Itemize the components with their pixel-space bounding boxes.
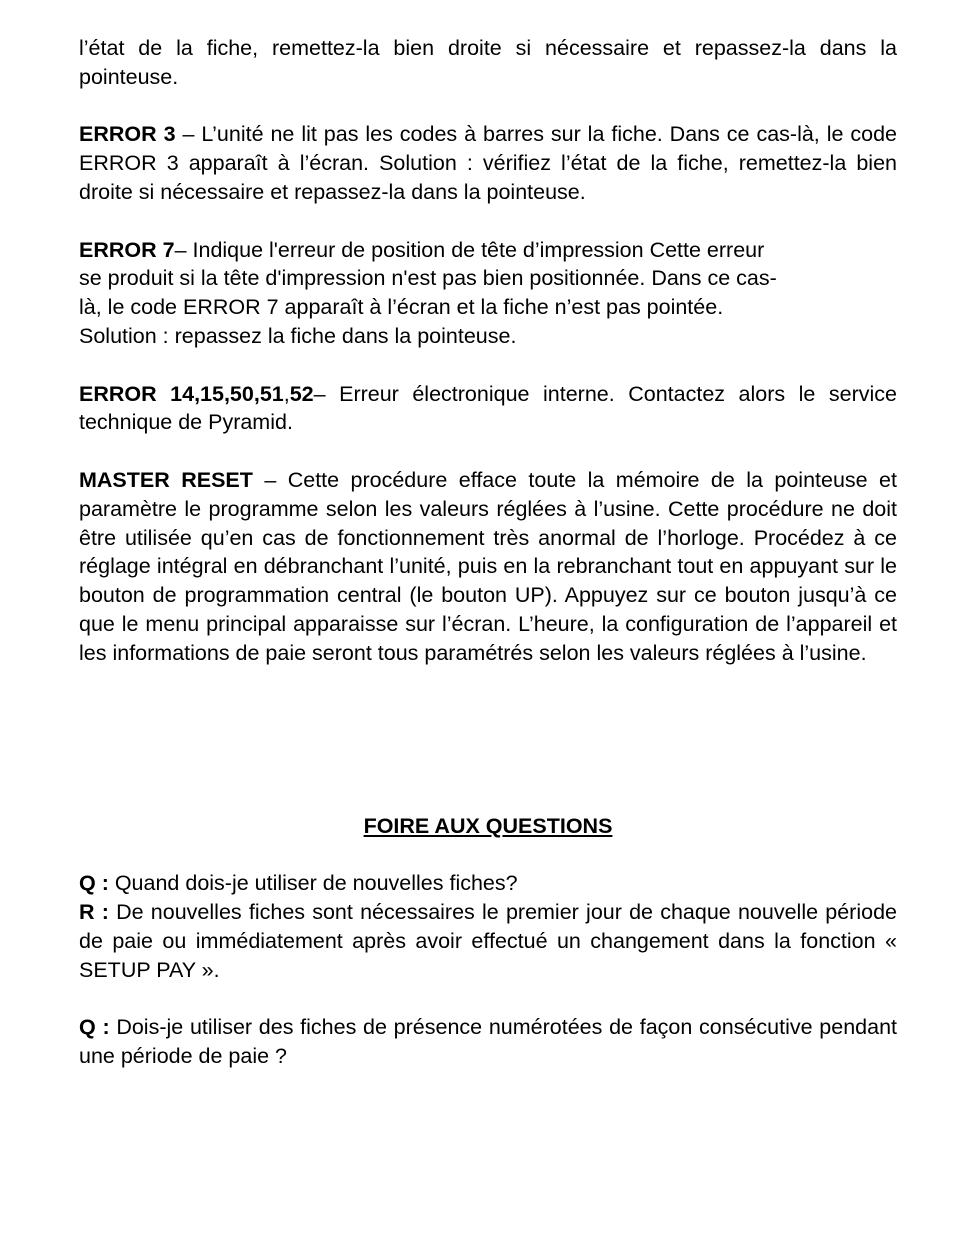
error-14-label-a: ERROR 14,15,50,51	[79, 381, 284, 406]
question-label: Q :	[79, 871, 109, 896]
spacer	[79, 984, 897, 1013]
spacer	[79, 840, 897, 869]
error-3-label: ERROR 3	[79, 122, 176, 147]
error-14-comma: ,	[283, 381, 290, 406]
spacer	[79, 437, 897, 466]
paragraph-text: l’état de la fiche, remettez-la bien droite si nécessaire et repassez-la dans la pointeuse.	[79, 36, 897, 89]
spacer	[79, 207, 897, 236]
faq-heading: FOIRE AUX QUESTIONS	[363, 813, 613, 838]
error-7-line-2: se produit si la tête d'impression n'est pas bien positionnée. Dans ce cas-	[79, 266, 777, 291]
answer-label: R :	[79, 899, 109, 924]
question-text: Quand dois-je utiliser de nouvelles fiches?	[108, 871, 518, 896]
error-7-line-1: – Indique l'erreur de position de tête d’impression Cette erreur	[174, 237, 765, 262]
paragraph-error-3	[79, 120, 897, 206]
paragraph-error-7	[79, 236, 897, 351]
question-text: Dois-je utiliser des fiches de présence numérotées de façon consécutive pendant une période de paie ?	[79, 1015, 898, 1068]
spacer-large	[79, 668, 897, 812]
spacer	[79, 351, 897, 380]
error-14-label-b: 52	[289, 381, 314, 406]
master-reset-text: – Cette procédure efface toute la mémoire de la pointeuse et paramètre le programme selon les valeurs réglées à l’usine. Cette procédure ne doit être utilisée qu’en cas de fonctionnement très anormal de l’horloge. Procédez à ce réglage intégral en débranchant l’unité, puis en la rebranchant tout en appuyant sur le bouton de programmation central (le bouton UP). Appuyez sur ce bouton jusqu’à ce que le menu principal apparaisse sur l’écran. L’heure, la configuration de l’appareil et les informations de paie seront tous paramétrés selon les valeurs réglées à l’usine.	[79, 467, 897, 665]
document-page	[79, 34, 897, 1071]
error-14-text: – Erreur électronique interne. Contactez alors le service technique de Pyramid.	[79, 381, 897, 435]
faq-answer-1	[79, 898, 897, 984]
faq-question-1	[79, 869, 897, 898]
error-7-line-3: là, le code ERROR 7 apparaît à l’écran et la fiche n’est pas pointée.	[79, 295, 724, 320]
error-7-label: ERROR 7	[79, 237, 175, 262]
faq-question-2	[79, 1013, 897, 1071]
master-reset-label: MASTER RESET	[79, 467, 253, 492]
paragraph-continuation	[79, 34, 897, 92]
error-3-text: – L’unité ne lit pas les codes à barres sur la fiche. Dans ce cas-là, le code ERROR 3 apparaît à l’écran. Solution : vérifiez l’état de la fiche, remettez-la bien droite si nécessaire et repassez-la dans la pointeuse.	[79, 122, 897, 204]
paragraph-master-reset	[79, 466, 897, 668]
answer-text: De nouvelles fiches sont nécessaires le premier jour de chaque nouvelle période de paie ou immédiatement après avoir effectué un changement dans la fonction « SETUP PAY ».	[79, 899, 897, 982]
question-label: Q :	[79, 1015, 110, 1040]
spacer	[79, 92, 897, 121]
error-7-line-4: Solution : repassez la fiche dans la pointeuse.	[79, 323, 517, 348]
paragraph-error-14	[79, 380, 897, 438]
